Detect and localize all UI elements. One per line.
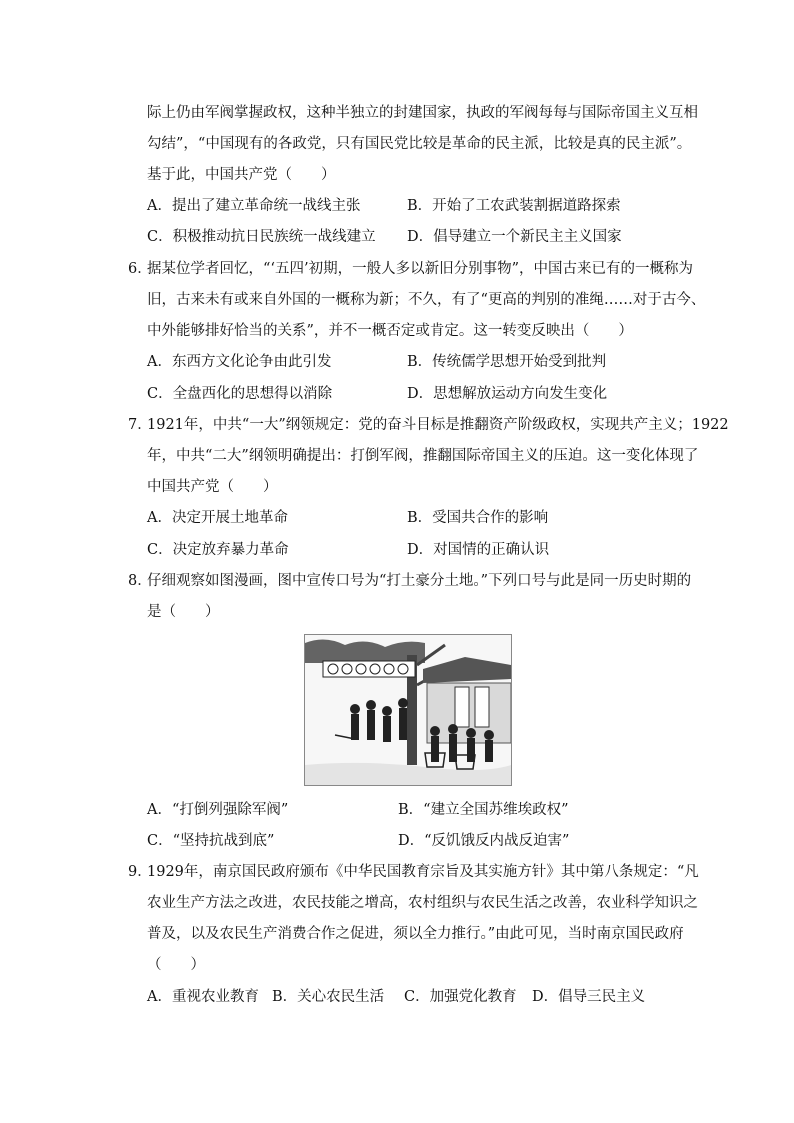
q7-option-d[interactable]: D．对国情的正确认识	[407, 542, 550, 558]
q6-line-1: 据某位学者回忆，“‘五四’初期，一般人多以新旧分别事物”，中国古来已有的一概称为	[147, 261, 694, 277]
q6-option-a[interactable]: A．东西方文化论争由此引发	[147, 354, 332, 370]
q8-number: 8．	[128, 573, 152, 589]
q9-line-3: 普及，以及农民生产消费合作之促进，须以全力推行。”由此可见，当时南京国民政府	[147, 926, 684, 942]
q7-line-1: 1921年，中共“一大”纲领规定：党的奋斗目标是推翻资产阶级政权，实现共产主义；1922	[147, 417, 729, 433]
q5-option-d[interactable]: D．倡导建立一个新民主主义国家	[407, 229, 622, 245]
q9-line-2: 农业生产方法之改进，农民技能之增高，农村组织与农民生活之改善，农业科学知识之	[147, 895, 698, 911]
q7-option-a[interactable]: A．决定开展土地革命	[147, 510, 288, 526]
q8-option-c[interactable]: C．“坚持抗战到底”	[147, 833, 275, 849]
q8-option-b[interactable]: B．“建立全国苏维埃政权”	[398, 802, 569, 818]
q6-option-d[interactable]: D．思想解放运动方向发生变化	[407, 386, 608, 402]
q5-option-b[interactable]: B．开始了工农武装割据道路探索	[407, 198, 621, 214]
q5-line-2: 勾结”，“中国现有的各政党，只有国民党比较是革命的民主派，比较是真的民主派”。	[147, 136, 692, 152]
q9-line-1: 1929年，南京国民政府颁布《中华民国教育宗旨及其实施方针》其中第八条规定：“凡	[147, 864, 699, 880]
q9-line-4: （ ）	[147, 957, 205, 973]
q9-option-c[interactable]: C．加强党化教育	[404, 989, 517, 1005]
q5-option-c[interactable]: C．积极推动抗日民族统一战线建立	[147, 229, 376, 245]
q9-number: 9．	[128, 864, 152, 880]
q6-option-c[interactable]: C．全盘西化的思想得以消除	[147, 386, 333, 402]
q5-line-3: 基于此，中国共产党（ ）	[147, 167, 336, 183]
q8-line-2: 是（ ）	[147, 604, 220, 620]
q9-option-b[interactable]: B．关心农民生活	[272, 989, 385, 1005]
q5-line-1: 际上仍由军阀掌握政权，这种半独立的封建国家，执政的军阀每每与国际帝国主义互相	[147, 105, 698, 121]
q5-option-a[interactable]: A．提出了建立革命统一战线主张	[147, 198, 361, 214]
q7-option-b[interactable]: B．受国共合作的影响	[407, 510, 549, 526]
q7-number: 7．	[128, 417, 152, 433]
q8-line-1: 仔细观察如图漫画，图中宣传口号为“打土豪分土地。”下列口号与此是同一历史时期的	[147, 573, 692, 589]
q8-option-d[interactable]: D．“反饥饿反内战反迫害”	[398, 833, 570, 849]
q6-option-b[interactable]: B．传统儒学思想开始受到批判	[407, 354, 607, 370]
q6-number: 6．	[128, 261, 152, 277]
q7-option-c[interactable]: C．决定放弃暴力革命	[147, 542, 289, 558]
q6-line-2: 旧，古来未有或来自外国的一概称为新；不久，有了“更高的判别的准绳……对于古今、	[147, 292, 706, 308]
q9-option-d[interactable]: D．倡导三民主义	[532, 989, 646, 1005]
q7-line-3: 中国共产党（ ）	[147, 479, 278, 495]
q6-line-3: 中外能够排好恰当的关系”，并不一概否定或肯定。这一转变反映出（ ）	[147, 323, 633, 339]
q8-option-a[interactable]: A．“打倒列强除军阀”	[147, 802, 289, 818]
q9-option-a[interactable]: A．重视农业教育	[147, 989, 259, 1005]
propaganda-cartoon-image	[304, 634, 512, 786]
q7-line-2: 年，中共“二大”纲领明确提出：打倒军阀，推翻国际帝国主义的压迫。这一变化体现了	[147, 448, 699, 464]
